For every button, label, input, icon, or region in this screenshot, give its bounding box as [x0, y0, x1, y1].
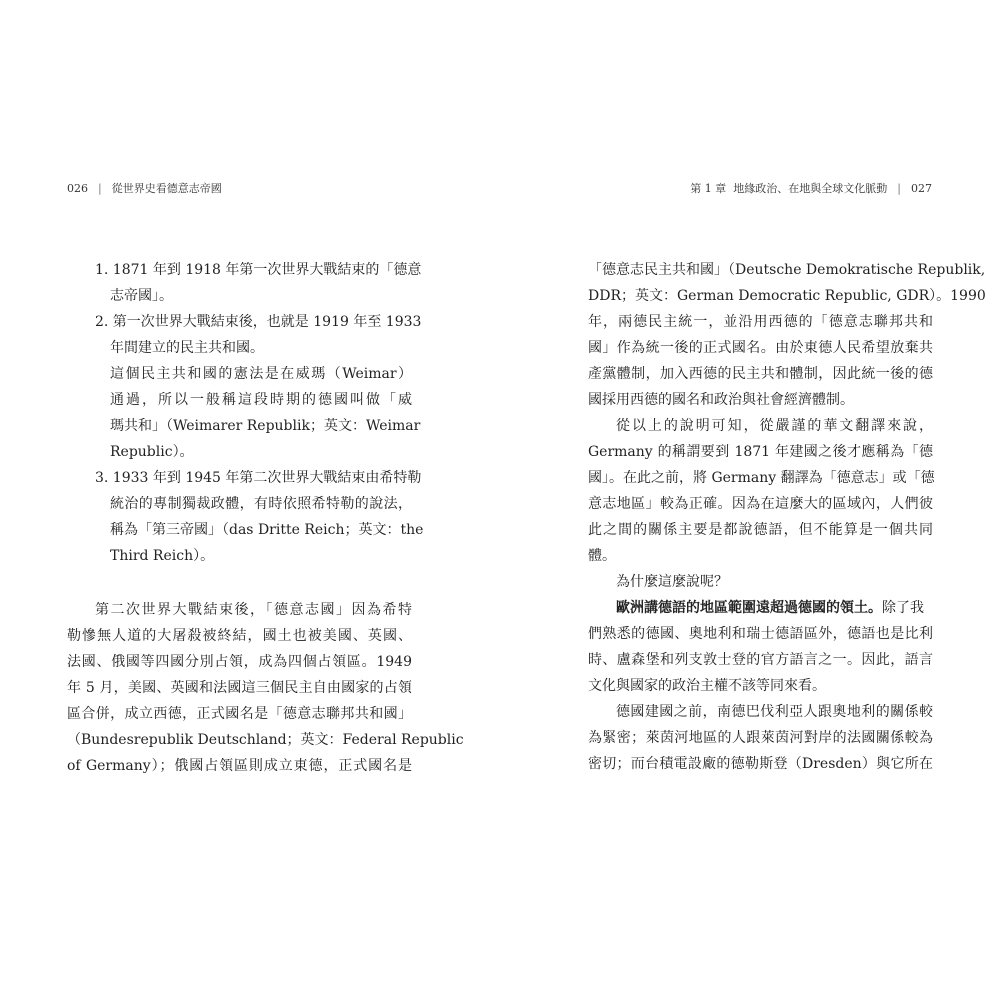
paragraph-line: 密切；而台積電設廠的德勒斯登（Dresden）與它所在	[588, 756, 933, 772]
paragraph-text: 除了我	[882, 600, 924, 616]
list-item-2-note-line: 通過，所以一般稱這段時期的德國叫做「威	[110, 392, 412, 408]
chapter-title: 地緣政治、在地與全球文化脈動	[733, 182, 888, 195]
paragraph-line: 年 5 月，美國、英國和法國這三個民主自由國家的占領	[67, 680, 412, 696]
list-item-2-note-line: 瑪共和」（Weimarer Republik；英文：Weimar	[110, 418, 421, 434]
paragraph-line: 們熟悉的德國、奧地利和瑞士德語區外，德語也是比利	[588, 626, 933, 642]
paragraph-line: 法國、俄國等四國分別占領，成為四個占領區。1949	[67, 654, 412, 670]
list-item-2-line: 年間建立的民主共和國。	[110, 340, 264, 356]
paragraph-line: （Bundesrepublik Deutschland；英文：Federal Republic	[67, 732, 464, 748]
paragraph-line: 為緊密；萊茵河地區的人跟萊茵河對岸的法國關係較為	[588, 730, 933, 746]
paragraph-line: 勒慘無人道的大屠殺被終結，國土也被美國、英國、	[67, 628, 412, 644]
list-item-1-line: 1. 1871 年到 1918 年第一次世界大戰結束的「德意	[95, 262, 422, 278]
paragraph-line: of Germany）；俄國占領區則成立東德，正式國名是	[67, 758, 412, 774]
paragraph-line: 意志地區」較為正確。因為在這麼大的區域內，人們彼	[588, 496, 933, 512]
paragraph-line: Germany 的稱謂要到 1871 年建國之後才應稱為「德	[588, 444, 933, 460]
bold-lead-sentence: 歐洲講德語的地區範圍遠超過德國的領土。	[616, 600, 882, 616]
paragraph-line: 國」作為統一後的正式國名。由於東德人民希望放棄共	[588, 340, 933, 356]
header-divider: |	[897, 182, 901, 195]
list-item-2-note-line: Republic）。	[110, 444, 194, 460]
paragraph-line	[616, 599, 933, 617]
paragraph-line: 文化與國家的政治主權不該等同來看。	[588, 678, 826, 694]
list-item-2-note-line: 這個民主共和國的憲法是在威瑪（Weimar）	[110, 366, 412, 382]
right-page-number: 027	[911, 182, 932, 195]
list-item-3-line: Third Reich）。	[110, 548, 215, 564]
paragraph-line: 區合併，成立西德，正式國名是「德意志聯邦共和國」	[67, 706, 412, 722]
left-page-number: 026	[67, 182, 88, 195]
paragraph-line: 體。	[588, 548, 616, 564]
paragraph-line: 第二次世界大戰結束後，「德意志國」因為希特	[95, 602, 412, 618]
paragraph-line: 時、盧森堡和列支敦士登的官方語言之一。因此，語言	[588, 652, 933, 668]
list-item-1-line: 志帝國」。	[110, 288, 173, 304]
paragraph-line: 「德意志民主共和國」（Deutsche Demokratische Republik,	[588, 262, 986, 278]
paragraph-line: 此之間的關係主要是都說德語，但不能算是一個共同	[588, 522, 933, 538]
list-item-2-line: 2. 第一次世界大戰結束後，也就是 1919 年至 1933	[95, 314, 422, 330]
paragraph-line: 國」。在此之前，將 Germany 翻譯為「德意志」或「德	[588, 470, 935, 486]
left-running-header	[67, 180, 222, 196]
header-divider: |	[98, 182, 102, 195]
chapter-label: 第 1 章	[690, 182, 727, 195]
paragraph-line: 德國建國之前，南德巴伐利亞人跟奧地利的關係較	[616, 704, 933, 720]
list-item-3-line: 統治的專制獨裁政體，有時依照希特勒的說法，	[110, 496, 412, 512]
paragraph-line: 為什麼這麼說呢？	[616, 574, 728, 590]
list-item-3-line: 3. 1933 年到 1945 年第二次世界大戰結束由希特勒	[95, 470, 422, 486]
paragraph-line: DDR；英文：German Democratic Republic, GDR）。1990	[588, 288, 986, 304]
paragraph-line: 產黨體制，加入西德的民主共和體制，因此統一後的德	[588, 366, 933, 382]
paragraph-line: 從以上的說明可知，從嚴謹的華文翻譯來說，	[616, 418, 933, 434]
book-title: 從世界史看德意志帝國	[111, 182, 222, 195]
list-item-3-line: 稱為「第三帝國」（das Dritte Reich；英文：the	[110, 522, 424, 538]
right-running-header	[690, 180, 932, 196]
paragraph-line: 國採用西德的國名和政治與社會經濟體制。	[588, 392, 854, 408]
paragraph-line: 年，兩德民主統一，並沿用西德的「德意志聯邦共和	[588, 314, 933, 330]
